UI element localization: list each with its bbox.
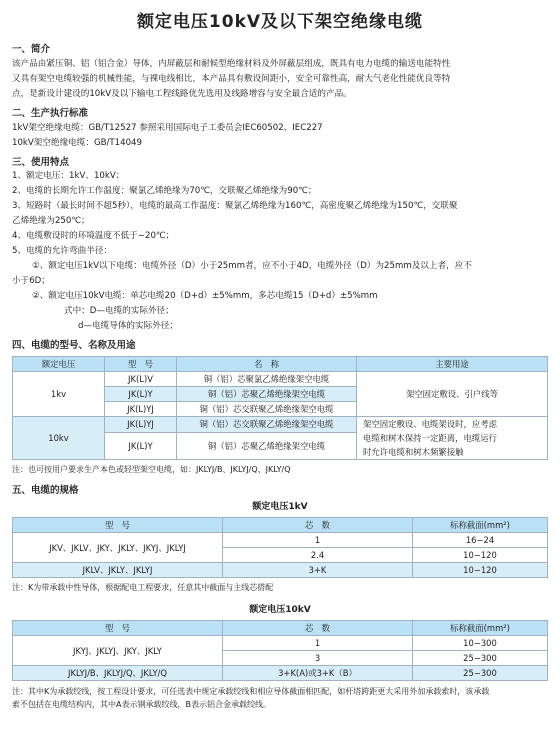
standard-line: 1kV架空绝缘电缆：GB/T12527 参照采用国际电子工委员会IEC60502、IEC227 (12, 122, 323, 133)
section-cell: 16−24 (413, 533, 548, 548)
intro-line: 点，是新设计建设的10kV及以下输电工程线路优先选用及线路增容与安全最合适的产品。 (12, 88, 352, 99)
standard-line: 10kV架空绝缘电缆：GB/T14049 (12, 137, 142, 148)
col-voltage: 额定电压 (13, 357, 105, 372)
note-line: 注：其中K为承载绞线，按工程设计要求，可任选表中规定承载绞线和相应导体截面相匹配，如杆塔跨距更大采用外加承载索时，该承载 (12, 687, 490, 697)
model-cell: JKYJ、JKLYJ、JKY、JKLY (13, 636, 223, 666)
model-cell: JK(L)Y (105, 387, 177, 402)
usage-line: 时允许电缆和树木频繁接触 (363, 447, 464, 458)
model-cell: JKLYJ/B、JKLYJ/Q、JKLY/Q (13, 666, 223, 681)
usage-line: 电缆和树木保持一定距离，电缆运行 (363, 433, 497, 444)
feature-line: d—电缆导体的实际外径； (78, 321, 178, 332)
cores-cell: 3+K (223, 563, 413, 578)
voltage-cell: 10kv (13, 417, 105, 460)
feature-line: 5、电缆的允许弯曲半径： (12, 246, 112, 257)
section-cell: 10−300 (413, 636, 548, 651)
col-model: 型 号 (105, 357, 177, 372)
table-row (13, 666, 548, 681)
voltage-cell: 1kv (13, 372, 105, 417)
table-row (13, 372, 548, 387)
table-row (13, 563, 548, 578)
section-intro-heading: 一、简介 (12, 44, 51, 55)
name-cell: 铜（铝）芯交联聚乙烯绝缘架空电缆 (177, 402, 357, 417)
col-section: 标称截面(mm²) (413, 621, 548, 636)
spec-table-10kv-caption: 额定电压10kV (249, 605, 311, 616)
feature-line: 1、额定电压：1kV、10kV； (12, 171, 125, 182)
table-row (13, 533, 548, 548)
note-line: 索不包括在电缆结构内，其中A表示钢承载绞线，B表示铝合金承载绞线。 (12, 700, 271, 710)
col-cores: 芯 数 (223, 621, 413, 636)
spec-10kv-note (12, 685, 548, 711)
table-row (13, 417, 548, 433)
model-cell: JK(L)Y (105, 432, 177, 459)
usage-line: 架空固定敷设、电缆架设时，应考虑 (363, 419, 497, 430)
spec-table-10kv (12, 620, 548, 681)
spec-table-1kv-caption: 额定电压1kV (252, 502, 308, 513)
section-cell: 10−120 (413, 548, 548, 563)
models-note: 注：也可按用户要求生产本色或轻型架空电缆，如：JKLYJ/B、JKLYJ/Q、JKLY/Q (12, 465, 291, 475)
feature-line: 小于6D； (12, 276, 50, 287)
feature-line: 式中：D—电缆的实际外径； (64, 306, 174, 317)
model-cell: JK(L)YJ (105, 402, 177, 417)
model-cell: JK(L)YJ (105, 417, 177, 433)
col-model: 型 号 (13, 518, 223, 533)
cores-cell: 3+K(A)或3+K（B） (223, 666, 413, 681)
section-cell: 25−300 (413, 666, 548, 681)
section-features-heading: 三、使用特点 (12, 156, 70, 168)
name-cell: 铜（铝）芯聚乙烯绝缘架空电缆 (177, 432, 357, 459)
spec-1kv-note: 注：K为带承载中性导体，根据配电工程要求，任意其中截面与主线芯搭配 (12, 583, 274, 593)
section-cell: 25−300 (413, 651, 548, 666)
feature-line: 乙烯绝缘为250℃； (12, 216, 90, 227)
intro-line: 又具有架空电缆较强的机械性能，与裸电线相比，本产品具有敷设间距小，安全可靠性高，耐大气老化性能优良等特 (12, 73, 451, 84)
cores-cell: 3 (223, 651, 413, 666)
model-cell: JKLV、JKLY、JKLYJ (13, 563, 223, 578)
model-cell: JK(L)V (105, 372, 177, 387)
feature-line: 4、电缆敷设时的环境温度不低于−20℃； (12, 231, 175, 242)
col-model: 型 号 (13, 621, 223, 636)
spec-table-1kv (12, 517, 548, 578)
name-cell: 铜（铝）芯聚氯乙烯绝缘架空电缆 (177, 372, 357, 387)
col-name: 名 称 (177, 357, 357, 372)
col-cores: 芯 数 (223, 518, 413, 533)
name-cell: 铜（铝）芯聚乙烯绝缘架空电缆 (177, 387, 357, 402)
cores-cell: 2.4 (223, 548, 413, 563)
feature-line: ②、额定电压10kV电缆：单芯电缆20（D+d）±5%mm，多芯电缆15（D+d）±5%mm (32, 291, 378, 302)
section-cell: 10−120 (413, 563, 548, 578)
section-standards-heading: 二、生产执行标准 (12, 107, 89, 119)
col-usage: 主要用途 (357, 357, 548, 372)
section-models-heading: 四、电缆的型号、名称及用途 (12, 340, 136, 352)
name-cell: 铜（铝）芯交联聚乙烯绝缘架空电缆 (177, 417, 357, 433)
usage-cell: 架空固定敷设、引户线等 (357, 372, 548, 417)
feature-line: ①、额定电压1kV以下电缆：电缆外径（D）小于25mm者，应不小于4D，电缆外径（D）为25mm及以上者，应不 (32, 261, 472, 272)
intro-line: 该产品由紧压铜、铝（铝合金）导体，内屏蔽层和耐候型绝缘材料及外屏蔽层组成，既具有电力电缆的输送电能特性 (12, 58, 451, 69)
page-title: 额定电压10kV及以下架空绝缘电缆 (136, 12, 424, 32)
feature-line: 2、电缆的长期允许工作温度：聚氯乙烯绝缘为70℃，交联聚乙烯绝缘为90℃； (12, 186, 317, 197)
models-table (12, 356, 548, 460)
section-specs-heading: 五、电缆的规格 (12, 484, 79, 496)
feature-line: 3、短路时（最长时间不超5秒），电缆的最高工作温度：聚氯乙烯绝缘为160℃，高密度聚乙烯绝缘为150℃，交联聚 (12, 201, 458, 212)
usage-cell (357, 417, 548, 460)
table-row (13, 636, 548, 651)
cores-cell: 1 (223, 636, 413, 651)
col-section: 标称截面(mm²) (413, 518, 548, 533)
model-cell: JKV、JKLV、JKY、JKLY、JKYJ、JKLYJ (13, 533, 223, 563)
cores-cell: 1 (223, 533, 413, 548)
